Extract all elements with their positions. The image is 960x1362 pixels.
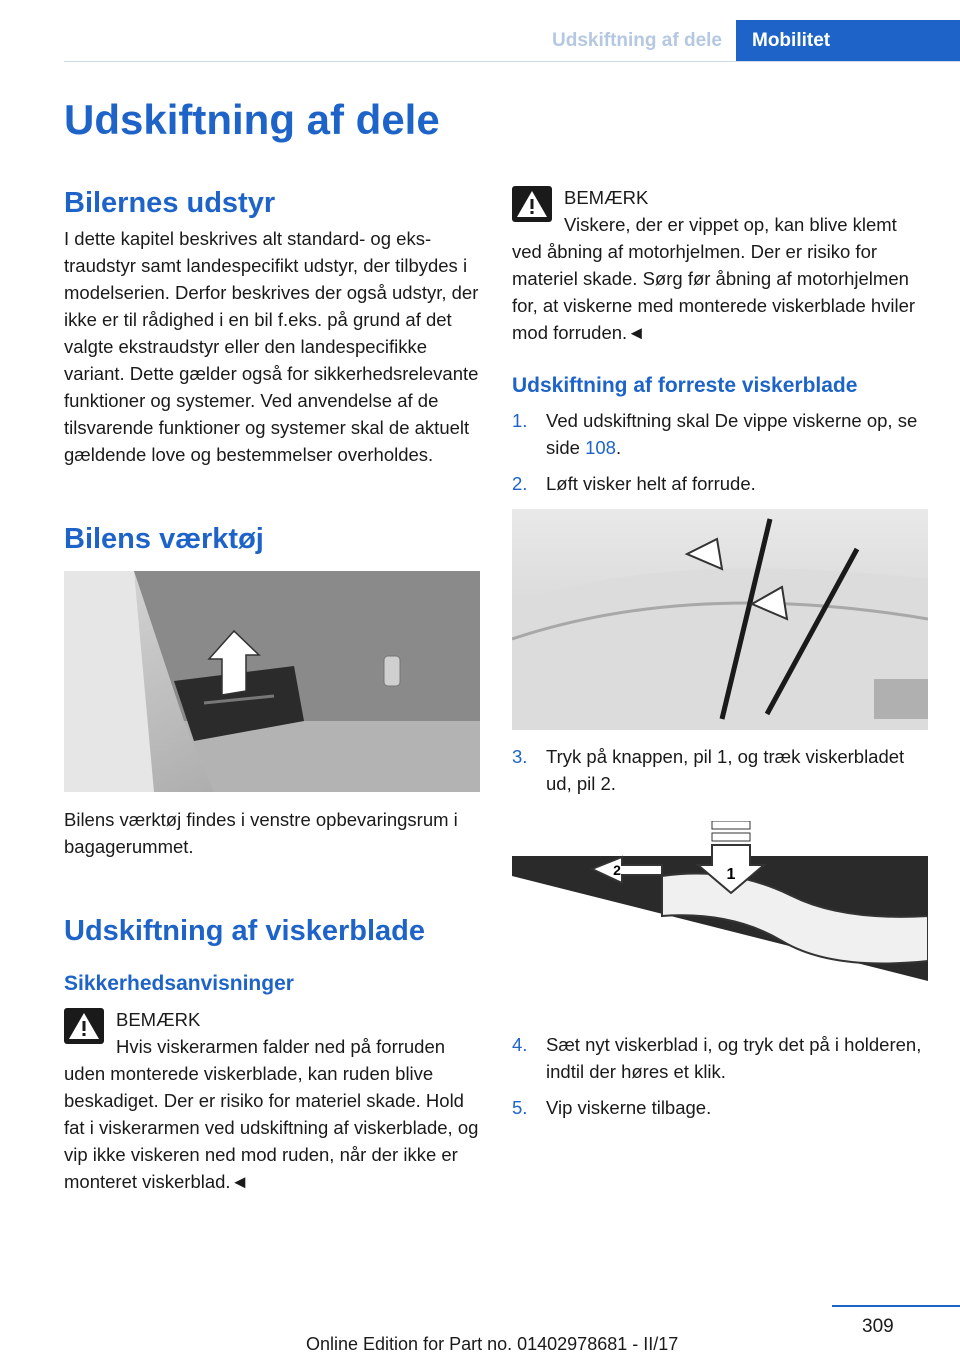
steps-list-c [512,1031,928,1121]
vehicle-equipment-text: I dette kapitel beskrives alt standard- og ekstraudstyr samt landespecifikt udstyr, der tilbydes i modelserien. Derfor beskrives der også udstyr, der ikke er til rådighed i en bil f.eks. på grund af det valgte ekstraudstyr eller den landespecifikke variant. Dette gælder også for sikkerhedsrelevante funktioner og systemer. Ved anvendelse af de tilsvarende funktioner og systemer skal de aktuelt gældende love og bestemmelser overholdes. [64,228,479,465]
header-section-tab[interactable]: Udskiftning af dele [552,30,722,51]
edition-note: Online Edition for Part no. 01402978681 - II/17 [306,1334,679,1354]
step-number: 1. [512,410,528,431]
steps-list-b [512,743,928,797]
page-number: 309 [862,1316,894,1337]
step-text: Tryk på knappen, pil 1, og træk viskerbladet ud, pil 2. [546,746,905,794]
header-divider [64,61,960,62]
warning-text-rest: ved åbning af motorhjelmen. Der er risiko for materiel skade. Sørg før åbning af motorhjelmen for, at viskerne med monterede viskerblade hviler mod forruden.◄ [512,241,916,343]
warning-title: BEMÆRK [564,187,649,208]
step-number: 3. [512,746,528,767]
step-number: 5. [512,1097,528,1118]
step-number: 4. [512,1034,528,1055]
step-text: Vip viskerne tilbage. [546,1097,712,1118]
warning-text-rest: uden monterede viskerblade, kan ruden blive beskadiget. Der er risiko for materiel skade. Hold fat i viskerarmen ved udskiftning af viskerblade, og vip ikke viskeren ned mod ruden, når der ikke er monteret viskerblad.◄ [64,1063,479,1192]
list-item [512,743,928,797]
warning-text-first: Viskere, der er vippet op, kan blive klemt [564,214,897,235]
toolkit-text: Bilens værktøj findes i venstre opbevaringsrum i bagagerummet. [64,809,458,857]
step-number: 2. [512,473,528,494]
release-arrow-2-label: 2 [613,862,621,878]
warning-text-first: Hvis viskerarmen falder ned på forruden [116,1036,446,1057]
left-column [64,184,482,1195]
step-end: . [615,437,622,458]
warning-title: BEMÆRK [116,1009,201,1030]
safety-heading: Sikkerhedsanvisninger [64,972,294,995]
list-item [512,1031,928,1085]
wiper-release-figure [512,821,928,1021]
wiper-arm-warning [64,1006,482,1195]
page-title: Udskiftning af dele [64,96,440,143]
footer-divider [832,1305,960,1307]
front-wiper-heading: Udskiftning af forreste viskerblade [512,374,858,397]
toolkit-location-figure [64,571,480,792]
wiper-lift-figure [512,509,928,730]
warning-triangle-icon [512,186,552,222]
list-item [512,470,928,497]
right-column [512,184,928,1130]
release-arrow-1-label: 1 [726,866,736,883]
step-text: Ved udskiftning skal De vippe viskerne op, se side [546,410,918,458]
list-item [512,1094,928,1121]
steps-list-a [512,407,928,497]
wiper-heading: Udskiftning af viskerblade [64,915,425,947]
list-item [512,407,928,461]
step-text: Sæt nyt viskerblad i, og tryk det på i holderen, indtil der høres et klik. [546,1034,922,1082]
warning-triangle-icon [64,1008,104,1044]
hood-warning [512,184,928,346]
page-link[interactable]: 108 [585,437,616,458]
step-text: Løft visker helt af forrude. [546,473,756,494]
toolkit-heading: Bilens værktøj [64,523,264,555]
vehicle-equipment-heading: Bilernes udstyr [64,187,276,219]
header-chapter-tab[interactable]: Mobilitet [736,20,960,62]
